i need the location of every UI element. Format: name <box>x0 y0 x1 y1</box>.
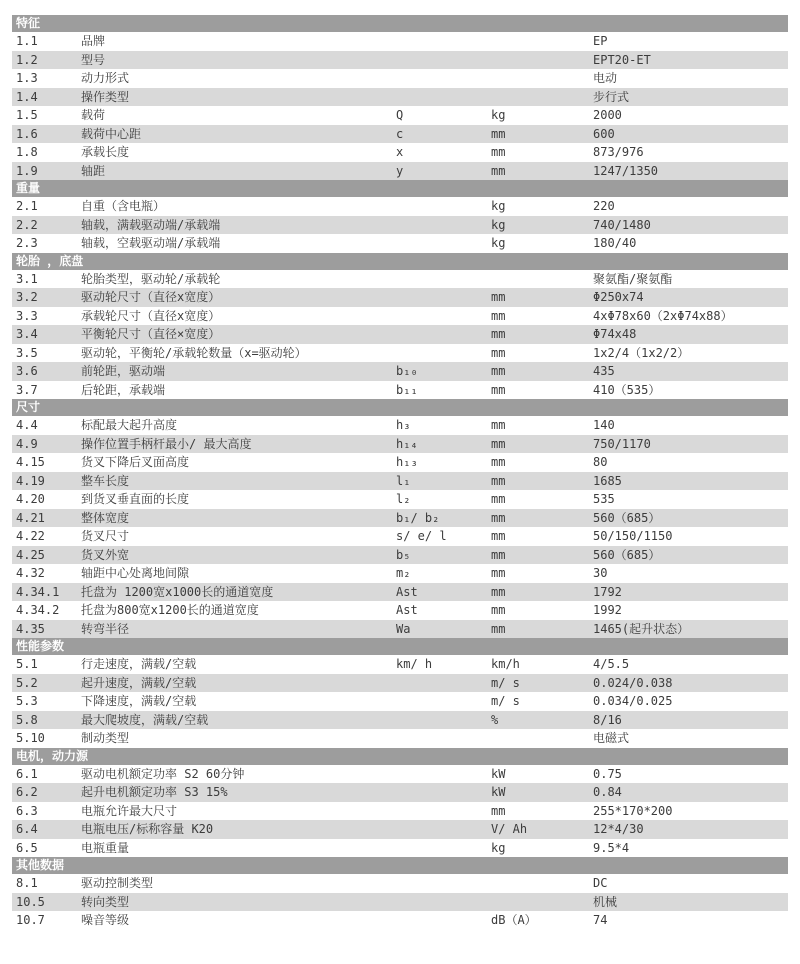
row-unit: dB（A） <box>491 913 537 927</box>
table-row <box>12 893 788 912</box>
row-symbol <box>396 674 491 693</box>
row-number: 3.6 <box>16 364 38 378</box>
table-row <box>12 435 788 454</box>
table-row <box>12 692 788 711</box>
section-header: 性能参数 <box>12 638 788 655</box>
row-value: Φ74x48 <box>593 327 637 341</box>
row-description: 承载轮尺寸（直径x宽度） <box>81 308 221 323</box>
row-description: 下降速度，满载/空载 <box>81 694 197 708</box>
row-symbol <box>396 765 491 784</box>
row-number: 2.2 <box>16 217 38 232</box>
row-symbol <box>396 711 491 730</box>
row-symbol: h₁₄ <box>396 436 418 451</box>
row-description: 货叉尺寸 <box>81 529 130 543</box>
row-number: 4.9 <box>16 436 38 451</box>
row-symbol: b₁₁ <box>396 382 418 397</box>
row-symbol <box>396 270 491 289</box>
row-value: 740/1480 <box>593 217 651 232</box>
row-symbol <box>396 32 491 51</box>
row-value: 2000 <box>593 108 622 122</box>
row-symbol <box>396 325 491 344</box>
row-unit <box>491 893 593 912</box>
row-unit: km/h <box>491 657 520 671</box>
row-description: 起升电机额定功率 S3 15% <box>81 785 228 799</box>
row-value: 1992 <box>593 603 622 617</box>
row-description: 轴载，满载驱动端/承载端 <box>81 217 221 232</box>
row-symbol <box>396 820 491 839</box>
row-description: 承载长度 <box>81 145 130 159</box>
row-number: 3.5 <box>16 345 38 360</box>
row-unit <box>491 51 593 70</box>
row-unit: % <box>491 712 499 727</box>
table-row <box>12 344 788 363</box>
row-symbol <box>396 216 491 235</box>
row-description: 驱动轮，平衡轮/承载轮数量（x=驱动轮） <box>81 345 307 360</box>
row-value: 1792 <box>593 584 622 599</box>
row-number: 4.32 <box>16 566 45 580</box>
table-row <box>12 88 788 107</box>
row-value: 1247/1350 <box>593 163 659 178</box>
row-value: 560（685） <box>593 547 661 562</box>
row-number: 3.1 <box>16 271 38 286</box>
row-unit: mm <box>491 603 506 617</box>
row-number: 3.4 <box>16 327 38 341</box>
table-row <box>12 583 788 602</box>
row-unit: kg <box>491 217 506 232</box>
row-number: 6.1 <box>16 766 38 781</box>
row-symbol: Ast <box>396 603 418 617</box>
row-value: 12*4/30 <box>593 822 644 836</box>
table-row <box>12 729 788 748</box>
row-description: 电瓶重量 <box>81 840 130 855</box>
table-row <box>12 655 788 674</box>
row-description: 整车长度 <box>81 473 130 488</box>
row-number: 1.3 <box>16 71 38 85</box>
row-unit: kg <box>491 236 506 250</box>
row-value: 560（685） <box>593 510 661 525</box>
row-unit: mm <box>491 290 506 304</box>
row-symbol: km/ h <box>396 657 433 671</box>
section-header: 其他数据 <box>12 857 788 874</box>
row-description: 驱动轮尺寸（直径x宽度） <box>81 290 221 304</box>
row-symbol <box>396 783 491 802</box>
row-number: 10.7 <box>16 913 45 927</box>
row-number: 1.6 <box>16 126 38 141</box>
row-number: 5.8 <box>16 712 38 727</box>
table-row <box>12 601 788 620</box>
row-description: 整体宽度 <box>81 510 130 525</box>
row-description: 电瓶允许最大尺寸 <box>81 803 178 818</box>
row-value: 步行式 <box>593 89 630 104</box>
row-symbol: s/ e/ l <box>396 529 447 543</box>
row-description: 托盘为 1200宽x1000长的通道宽度 <box>81 584 274 599</box>
row-value: 1685 <box>593 473 622 488</box>
row-number: 4.34.1 <box>16 584 60 599</box>
row-value: EPT20-ET <box>593 52 651 67</box>
row-unit: mm <box>491 364 506 378</box>
row-unit: mm <box>491 492 506 506</box>
row-symbol <box>396 307 491 326</box>
row-description: 转弯半径 <box>81 621 130 636</box>
row-description: 制动类型 <box>81 731 130 745</box>
row-number: 4.19 <box>16 473 45 488</box>
row-value: 255*170*200 <box>593 803 673 818</box>
row-description: 载荷中心距 <box>81 126 142 141</box>
row-value: 140 <box>593 418 615 432</box>
row-description: 前轮距，驱动端 <box>81 364 166 378</box>
row-description: 货叉外宽 <box>81 547 130 562</box>
row-value: 220 <box>593 199 615 213</box>
row-value: Φ250x74 <box>593 290 644 304</box>
row-value: 50/150/1150 <box>593 529 673 543</box>
table-row <box>12 802 788 821</box>
row-symbol <box>396 88 491 107</box>
row-value: 电动 <box>593 71 618 85</box>
row-description: 驱动控制类型 <box>81 876 154 890</box>
row-unit: mm <box>491 418 506 432</box>
row-symbol: c <box>396 126 404 141</box>
row-value: 0.024/0.038 <box>593 675 673 690</box>
row-value: 873/976 <box>593 145 644 159</box>
row-number: 5.2 <box>16 675 38 690</box>
section-header: 重量 <box>12 180 788 197</box>
row-description: 电瓶电压/标称容量 K20 <box>81 822 214 836</box>
row-description: 到货叉垂直面的长度 <box>81 492 190 506</box>
row-symbol: m₂ <box>396 566 411 580</box>
row-value: 8/16 <box>593 712 622 727</box>
row-value: 600 <box>593 126 615 141</box>
table-row <box>12 234 788 253</box>
row-number: 4.20 <box>16 492 45 506</box>
row-description: 轴距中心处离地间隙 <box>81 566 190 580</box>
section-header: 特征 <box>12 15 788 32</box>
row-number: 4.21 <box>16 510 45 525</box>
table-row <box>12 32 788 51</box>
table-row <box>12 765 788 784</box>
table-row <box>12 325 788 344</box>
row-unit: kg <box>491 840 506 855</box>
row-value: 4xΦ78x60（2xΦ74x88） <box>593 308 733 323</box>
row-symbol: Ast <box>396 584 418 599</box>
row-symbol: h₃ <box>396 418 411 432</box>
row-unit: mm <box>491 345 506 360</box>
row-unit: mm <box>491 308 506 323</box>
row-number: 6.3 <box>16 803 38 818</box>
table-row <box>12 527 788 546</box>
table-row <box>12 162 788 181</box>
table-row <box>12 381 788 400</box>
row-number: 3.2 <box>16 290 38 304</box>
row-unit: kW <box>491 785 506 799</box>
table-row <box>12 711 788 730</box>
spec-table <box>12 15 788 930</box>
row-value: EP <box>593 34 608 48</box>
row-number: 4.25 <box>16 547 45 562</box>
row-number: 1.2 <box>16 52 38 67</box>
row-unit: mm <box>491 803 506 818</box>
row-number: 4.15 <box>16 455 45 469</box>
row-symbol <box>396 893 491 912</box>
row-unit: mm <box>491 145 506 159</box>
row-symbol: Q <box>396 108 404 122</box>
row-value: 535 <box>593 492 615 506</box>
row-number: 5.10 <box>16 731 45 745</box>
row-unit <box>491 874 593 893</box>
row-description: 操作类型 <box>81 89 130 104</box>
row-number: 4.22 <box>16 529 45 543</box>
table-row <box>12 472 788 491</box>
row-unit: mm <box>491 382 506 397</box>
row-description: 轴距 <box>81 163 106 178</box>
row-unit <box>491 88 593 107</box>
row-value: 750/1170 <box>593 436 651 451</box>
row-symbol: y <box>396 163 404 178</box>
row-number: 4.34.2 <box>16 603 60 617</box>
row-unit <box>491 729 593 748</box>
row-description: 后轮距，承载端 <box>81 382 166 397</box>
row-number: 1.9 <box>16 163 38 178</box>
table-row <box>12 674 788 693</box>
row-unit <box>491 32 593 51</box>
row-description: 最大爬坡度，满载/空载 <box>81 712 209 727</box>
row-description: 型号 <box>81 52 106 67</box>
row-unit: mm <box>491 547 506 562</box>
row-unit: m/ s <box>491 694 520 708</box>
row-description: 标配最大起升高度 <box>81 418 178 432</box>
row-description: 驱动电机额定功率 S2 60分钟 <box>81 766 245 781</box>
row-number: 3.3 <box>16 308 38 323</box>
row-value: 74 <box>593 913 608 927</box>
row-number: 5.3 <box>16 694 38 708</box>
table-row <box>12 490 788 509</box>
row-number: 8.1 <box>16 876 38 890</box>
row-value: 30 <box>593 566 608 580</box>
row-value: 机械 <box>593 894 618 909</box>
row-value: 聚氨酯/聚氨酯 <box>593 271 673 286</box>
row-unit: mm <box>491 510 506 525</box>
row-value: 0.75 <box>593 766 622 781</box>
row-description: 噪音等级 <box>81 913 130 927</box>
row-value: 0.034/0.025 <box>593 694 673 708</box>
row-description: 平衡轮尺寸（直径×宽度） <box>81 327 221 341</box>
row-description: 品牌 <box>81 34 106 48</box>
row-unit: mm <box>491 436 506 451</box>
row-description: 操作位置手柄杆最小/ 最大高度 <box>81 436 252 451</box>
table-row <box>12 51 788 70</box>
row-value: 4/5.5 <box>593 657 630 671</box>
row-symbol <box>396 692 491 711</box>
row-value: 410（535） <box>593 382 661 397</box>
row-symbol <box>396 729 491 748</box>
row-number: 2.3 <box>16 236 38 250</box>
table-row <box>12 216 788 235</box>
row-unit: mm <box>491 621 506 636</box>
row-description: 转向类型 <box>81 894 130 909</box>
row-value: 9.5*4 <box>593 840 630 855</box>
row-unit <box>491 270 593 289</box>
table-row <box>12 143 788 162</box>
row-unit: mm <box>491 473 506 488</box>
row-symbol <box>396 234 491 253</box>
row-symbol <box>396 344 491 363</box>
table-row <box>12 125 788 144</box>
row-value: DC <box>593 876 608 890</box>
row-description: 载荷 <box>81 108 106 122</box>
row-value: 电磁式 <box>593 731 630 745</box>
row-symbol <box>396 911 491 930</box>
table-row <box>12 839 788 858</box>
table-row <box>12 620 788 639</box>
row-unit: mm <box>491 163 506 178</box>
row-value: 80 <box>593 455 608 469</box>
row-symbol: l₁ <box>396 473 411 488</box>
row-unit: kg <box>491 108 506 122</box>
row-symbol: Wa <box>396 621 411 636</box>
row-unit: m/ s <box>491 675 520 690</box>
row-symbol <box>396 288 491 307</box>
table-row <box>12 564 788 583</box>
row-unit: mm <box>491 126 506 141</box>
table-row <box>12 453 788 472</box>
table-row <box>12 820 788 839</box>
row-number: 2.1 <box>16 199 38 213</box>
row-unit: mm <box>491 584 506 599</box>
row-symbol: b₅ <box>396 547 411 562</box>
table-row <box>12 911 788 930</box>
row-unit: mm <box>491 327 506 341</box>
row-value: 1x2/4（1x2/2） <box>593 345 690 360</box>
row-unit <box>491 69 593 88</box>
row-number: 4.35 <box>16 621 45 636</box>
row-value: 435 <box>593 364 615 378</box>
row-description: 货叉下降后叉面高度 <box>81 455 190 469</box>
row-unit: kW <box>491 766 506 781</box>
row-value: 180/40 <box>593 236 637 250</box>
row-symbol: h₁₃ <box>396 455 418 469</box>
row-description: 行走速度，满载/空载 <box>81 657 197 671</box>
row-symbol: b₁/ b₂ <box>396 510 440 525</box>
table-row <box>12 874 788 893</box>
row-description: 托盘为800宽x1200长的通道宽度 <box>81 603 259 617</box>
row-number: 4.4 <box>16 418 38 432</box>
table-row <box>12 288 788 307</box>
table-row <box>12 783 788 802</box>
table-row <box>12 106 788 125</box>
row-number: 1.4 <box>16 89 38 104</box>
row-number: 1.8 <box>16 145 38 159</box>
table-row <box>12 416 788 435</box>
row-symbol <box>396 51 491 70</box>
row-unit: kg <box>491 199 506 213</box>
row-description: 起升速度，满载/空载 <box>81 675 197 690</box>
row-number: 6.5 <box>16 840 38 855</box>
row-number: 1.1 <box>16 34 38 48</box>
row-symbol <box>396 839 491 858</box>
row-unit: mm <box>491 529 506 543</box>
table-row <box>12 509 788 528</box>
section-header: 尺寸 <box>12 399 788 416</box>
row-symbol: l₂ <box>396 492 411 506</box>
table-row <box>12 69 788 88</box>
row-symbol: b₁₀ <box>396 364 418 378</box>
row-description: 轴载，空载驱动端/承载端 <box>81 236 221 250</box>
row-unit: V/ Ah <box>491 822 528 836</box>
section-header: 轮胎 ，底盘 <box>12 253 788 270</box>
row-number: 10.5 <box>16 894 45 909</box>
row-description: 自重（含电瓶） <box>81 199 166 213</box>
row-number: 1.5 <box>16 108 38 122</box>
table-row <box>12 362 788 381</box>
row-symbol <box>396 802 491 821</box>
row-unit: mm <box>491 566 506 580</box>
table-row <box>12 546 788 565</box>
row-value: 1465(起升状态） <box>593 621 690 636</box>
row-description: 动力形式 <box>81 71 130 85</box>
row-symbol: x <box>396 145 404 159</box>
table-row <box>12 270 788 289</box>
row-value: 0.84 <box>593 785 622 799</box>
row-symbol <box>396 69 491 88</box>
row-description: 轮胎类型，驱动轮/承载轮 <box>81 271 221 286</box>
row-symbol <box>396 874 491 893</box>
row-number: 5.1 <box>16 657 38 671</box>
table-row <box>12 307 788 326</box>
row-number: 3.7 <box>16 382 38 397</box>
row-number: 6.2 <box>16 785 38 799</box>
row-unit: mm <box>491 455 506 469</box>
section-header: 电机，动力源 <box>12 748 788 765</box>
row-symbol <box>396 197 491 216</box>
table-row <box>12 197 788 216</box>
row-number: 6.4 <box>16 822 38 836</box>
